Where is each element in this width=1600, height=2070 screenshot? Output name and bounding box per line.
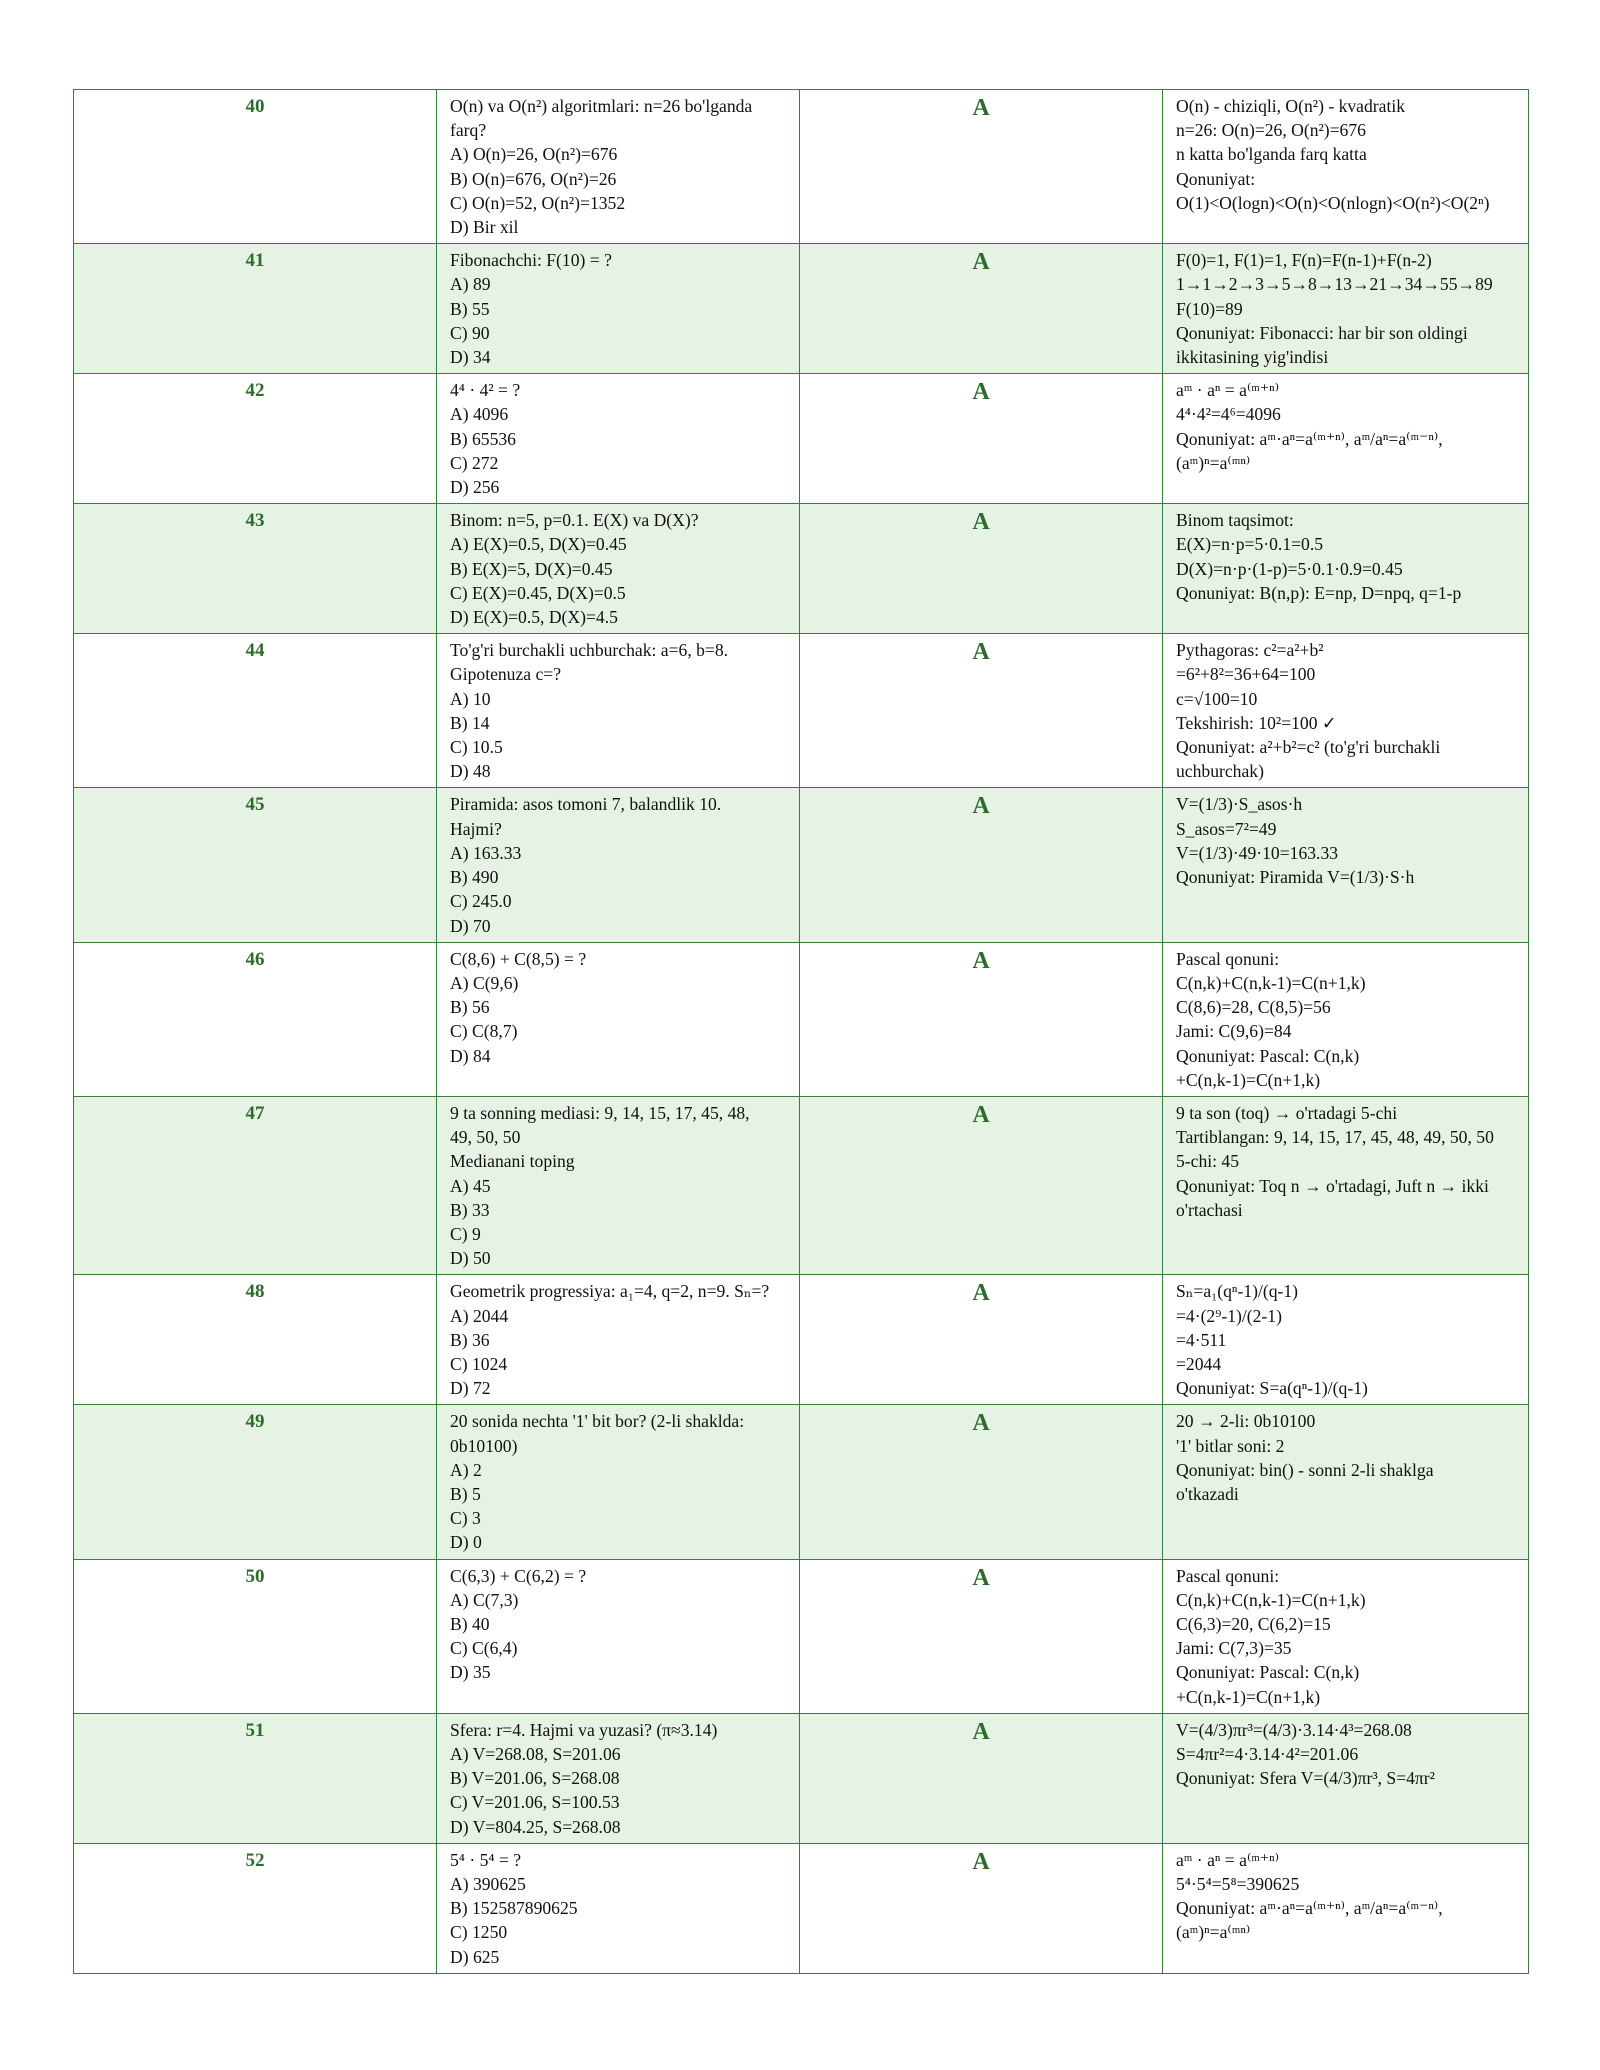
question-number: 52 xyxy=(74,1843,437,1973)
explanation-line: Jami: C(9,6)=84 xyxy=(1176,1021,1292,1042)
question-row xyxy=(74,374,1529,504)
explanation-line: D(X)=n·p·(1-p)=5·0.1·0.9=0.45 xyxy=(1176,558,1403,579)
answer-option: D) 34 xyxy=(450,347,491,368)
explanation-line: E(X)=n·p=5·0.1=0.5 xyxy=(1176,534,1324,555)
correct-answer: A xyxy=(800,1559,1163,1713)
question-cell xyxy=(437,90,800,244)
answer-option: C) E(X)=0.45, D(X)=0.5 xyxy=(450,582,626,603)
question-text: Medianani toping xyxy=(450,1151,575,1172)
explanation-line: Tartiblangan: 9, 14, 15, 17, 45, 48, 49, 50, 50 xyxy=(1176,1127,1494,1148)
question-number: 49 xyxy=(74,1405,437,1559)
answer-option: A) 2 xyxy=(450,1459,482,1480)
question-number: 40 xyxy=(74,90,437,244)
question-text: C(6,3) + C(6,2) = ? xyxy=(450,1565,587,1586)
explanation-line: ikkitasining yig'indisi xyxy=(1176,347,1329,368)
answer-option: B) O(n)=676, O(n²)=26 xyxy=(450,168,617,189)
question-row xyxy=(74,1713,1529,1843)
explanation-line: C(n,k)+C(n,k-1)=C(n+1,k) xyxy=(1176,1589,1366,1610)
answer-option: C) 1024 xyxy=(450,1353,508,1374)
question-text: 4⁴ · 4² = ? xyxy=(450,380,521,401)
explanation-line: V=(4/3)πr³=(4/3)·3.14·4³=268.08 xyxy=(1176,1719,1412,1740)
question-text: C(8,6) + C(8,5) = ? xyxy=(450,948,587,969)
explanation-line: Tekshirish: 10²=100 ✓ xyxy=(1176,712,1337,733)
explanation-cell xyxy=(1163,1275,1529,1405)
answer-option: A) 390625 xyxy=(450,1874,526,1895)
question-text: 0b10100) xyxy=(450,1435,518,1456)
explanation-line: o'rtachasi xyxy=(1176,1199,1243,1220)
question-cell xyxy=(437,1275,800,1405)
answer-option: C) 3 xyxy=(450,1508,481,1529)
explanation-line: V=(1/3)·49·10=163.33 xyxy=(1176,842,1339,863)
answer-option: A) V=268.08, S=201.06 xyxy=(450,1744,621,1764)
explanation-line: 1→1→2→3→5→8→13→21→34→55→89 xyxy=(1176,274,1493,295)
question-row xyxy=(74,1559,1529,1713)
question-row xyxy=(74,504,1529,634)
answer-option: B) 5 xyxy=(450,1483,481,1504)
question-text: 5⁴ · 5⁴ = ? xyxy=(450,1849,522,1870)
explanation-line: S=4πr²=4·3.14·4²=201.06 xyxy=(1176,1744,1359,1764)
answer-option: A) 2044 xyxy=(450,1305,509,1326)
answer-option: B) E(X)=5, D(X)=0.45 xyxy=(450,558,613,579)
explanation-line: Qonuniyat: B(n,p): E=np, D=npq, q=1-p xyxy=(1176,582,1462,603)
question-row xyxy=(74,90,1529,244)
explanation-line: Sₙ=a₁(qⁿ-1)/(q-1) xyxy=(1176,1281,1299,1302)
answer-option: D) 70 xyxy=(450,915,491,936)
question-text: O(n) va O(n²) algoritmlari: n=26 bo'lganda xyxy=(450,96,753,116)
answer-option: B) V=201.06, S=268.08 xyxy=(450,1768,620,1789)
explanation-line: Qonuniyat: Sfera V=(4/3)πr³, S=4πr² xyxy=(1176,1768,1435,1789)
question-cell xyxy=(437,1559,800,1713)
question-text: 49, 50, 50 xyxy=(450,1127,521,1148)
answer-option: C) 9 xyxy=(450,1223,481,1244)
answer-option: D) 625 xyxy=(450,1946,500,1967)
explanation-line: Qonuniyat: aᵐ·aⁿ=a⁽ᵐ⁺ⁿ⁾, aᵐ/aⁿ=a⁽ᵐ⁻ⁿ⁾, xyxy=(1176,428,1443,449)
explanation-cell xyxy=(1163,1096,1529,1274)
explanation-line: V=(1/3)·S_asos·h xyxy=(1176,794,1303,815)
question-text: Hajmi? xyxy=(450,818,502,839)
question-text: Gipotenuza c=? xyxy=(450,664,562,685)
question-cell xyxy=(437,788,800,942)
correct-answer: A xyxy=(800,1713,1163,1843)
question-cell xyxy=(437,374,800,504)
explanation-line: Qonuniyat: a²+b²=c² (to'g'ri burchakli xyxy=(1176,737,1441,758)
explanation-line: Pythagoras: c²=a²+b² xyxy=(1176,640,1324,661)
question-cell xyxy=(437,244,800,374)
explanation-line: c=√100=10 xyxy=(1176,688,1258,709)
explanation-line: +C(n,k-1)=C(n+1,k) xyxy=(1176,1686,1321,1707)
question-text: Geometrik progressiya: a₁=4, q=2, n=9. Sₙ=? xyxy=(450,1281,770,1302)
answer-table xyxy=(73,89,1529,1974)
question-number: 46 xyxy=(74,942,437,1096)
answer-option: A) C(9,6) xyxy=(450,972,519,993)
answer-option: B) 14 xyxy=(450,712,490,733)
answer-option: B) 490 xyxy=(450,867,499,888)
explanation-line: o'tkazadi xyxy=(1176,1483,1239,1504)
explanation-line: 5⁴·5⁴=5⁸=390625 xyxy=(1176,1874,1300,1895)
question-cell xyxy=(437,504,800,634)
explanation-line: (aᵐ)ⁿ=a⁽ᵐⁿ⁾ xyxy=(1176,1922,1251,1943)
question-cell xyxy=(437,942,800,1096)
explanation-line: Qonuniyat: Fibonacci: har bir son oldingi xyxy=(1176,322,1468,343)
question-text: Binom: n=5, p=0.1. E(X) va D(X)? xyxy=(450,510,699,531)
answer-option: D) 84 xyxy=(450,1045,491,1066)
answer-option: A) E(X)=0.5, D(X)=0.45 xyxy=(450,534,627,555)
explanation-cell xyxy=(1163,1843,1529,1973)
question-cell xyxy=(437,1713,800,1843)
answer-option: D) 72 xyxy=(450,1378,491,1399)
explanation-line: Qonuniyat: S=a(qⁿ-1)/(q-1) xyxy=(1176,1378,1368,1399)
explanation-line: 9 ta son (toq) → o'rtadagi 5-chi xyxy=(1176,1102,1398,1123)
explanation-line: S_asos=7²=49 xyxy=(1176,818,1277,839)
explanation-line: =4·(2⁹-1)/(2-1) xyxy=(1176,1305,1282,1326)
question-cell xyxy=(437,1096,800,1274)
question-row xyxy=(74,244,1529,374)
explanation-line: Binom taqsimot: xyxy=(1176,510,1294,531)
question-text: Sfera: r=4. Hajmi va yuzasi? (π≈3.14) xyxy=(450,1719,718,1740)
explanation-cell xyxy=(1163,1405,1529,1559)
explanation-line: F(0)=1, F(1)=1, F(n)=F(n-1)+F(n-2) xyxy=(1176,250,1432,271)
correct-answer: A xyxy=(800,90,1163,244)
question-row xyxy=(74,788,1529,942)
correct-answer: A xyxy=(800,374,1163,504)
answer-option: B) 33 xyxy=(450,1199,490,1220)
explanation-line: (aᵐ)ⁿ=a⁽ᵐⁿ⁾ xyxy=(1176,452,1251,473)
explanation-line: F(10)=89 xyxy=(1176,298,1243,319)
answer-option: B) 56 xyxy=(450,997,490,1018)
explanation-line: Jami: C(7,3)=35 xyxy=(1176,1638,1292,1659)
explanation-line: Qonuniyat: Toq n → o'rtadagi, Juft n → ikki xyxy=(1176,1175,1489,1196)
explanation-line: Qonuniyat: Pascal: C(n,k) xyxy=(1176,1662,1360,1683)
answer-option: C) 272 xyxy=(450,452,499,473)
explanation-line: =4·511 xyxy=(1176,1329,1227,1350)
answer-option: B) 65536 xyxy=(450,428,516,449)
answer-option: C) C(6,4) xyxy=(450,1638,518,1659)
correct-answer: A xyxy=(800,244,1163,374)
answer-option: C) 10.5 xyxy=(450,737,503,758)
explanation-line: Qonuniyat: aᵐ·aⁿ=a⁽ᵐ⁺ⁿ⁾, aᵐ/aⁿ=a⁽ᵐ⁻ⁿ⁾, xyxy=(1176,1898,1443,1919)
answer-option: D) 35 xyxy=(450,1662,491,1683)
answer-option: B) 55 xyxy=(450,298,490,319)
correct-answer: A xyxy=(800,1405,1163,1559)
explanation-line: Qonuniyat: Pascal: C(n,k) xyxy=(1176,1045,1360,1066)
explanation-line: aᵐ · aⁿ = a⁽ᵐ⁺ⁿ⁾ xyxy=(1176,1849,1280,1870)
answer-option: A) 89 xyxy=(450,274,491,295)
question-number: 48 xyxy=(74,1275,437,1405)
answer-option: A) 4096 xyxy=(450,404,509,425)
answer-option: C) 245.0 xyxy=(450,891,512,912)
question-row xyxy=(74,1275,1529,1405)
explanation-line: n=26: O(n)=26, O(n²)=676 xyxy=(1176,120,1366,141)
correct-answer: A xyxy=(800,942,1163,1096)
question-number: 50 xyxy=(74,1559,437,1713)
answer-option: B) 36 xyxy=(450,1329,490,1350)
question-cell xyxy=(437,1843,800,1973)
question-text: 9 ta sonning mediasi: 9, 14, 15, 17, 45, 48, xyxy=(450,1102,750,1123)
question-row xyxy=(74,942,1529,1096)
explanation-cell xyxy=(1163,1559,1529,1713)
question-number: 45 xyxy=(74,788,437,942)
explanation-cell xyxy=(1163,504,1529,634)
answer-option: C) O(n)=52, O(n²)=1352 xyxy=(450,192,626,213)
question-number: 43 xyxy=(74,504,437,634)
explanation-line: Pascal qonuni: xyxy=(1176,948,1280,969)
question-number: 44 xyxy=(74,634,437,788)
explanation-line: +C(n,k-1)=C(n+1,k) xyxy=(1176,1069,1321,1090)
explanation-cell xyxy=(1163,90,1529,244)
answer-option: B) 152587890625 xyxy=(450,1898,578,1919)
question-text: 20 sonida nechta '1' bit bor? (2-li shaklda: xyxy=(450,1411,745,1432)
explanation-line: C(n,k)+C(n,k-1)=C(n+1,k) xyxy=(1176,972,1366,993)
explanation-line: '1' bitlar soni: 2 xyxy=(1176,1435,1285,1456)
question-row xyxy=(74,1096,1529,1274)
answer-table-body xyxy=(74,90,1529,1974)
explanation-cell xyxy=(1163,374,1529,504)
correct-answer: A xyxy=(800,788,1163,942)
answer-option: C) 90 xyxy=(450,322,490,343)
explanation-cell xyxy=(1163,244,1529,374)
answer-option: D) 48 xyxy=(450,761,491,782)
answer-option: A) 45 xyxy=(450,1175,491,1196)
explanation-line: 4⁴·4²=4⁶=4096 xyxy=(1176,404,1281,425)
explanation-cell xyxy=(1163,788,1529,942)
answer-option: D) 50 xyxy=(450,1248,491,1269)
answer-option: D) E(X)=0.5, D(X)=4.5 xyxy=(450,607,618,628)
question-number: 51 xyxy=(74,1713,437,1843)
answer-option: C) V=201.06, S=100.53 xyxy=(450,1792,620,1813)
question-text: farq? xyxy=(450,120,487,141)
explanation-line: n katta bo'lganda farq katta xyxy=(1176,144,1367,165)
correct-answer: A xyxy=(800,504,1163,634)
correct-answer: A xyxy=(800,1275,1163,1405)
explanation-line: Qonuniyat: bin() - sonni 2-li shaklga xyxy=(1176,1459,1434,1480)
question-row xyxy=(74,1843,1529,1973)
explanation-cell xyxy=(1163,1713,1529,1843)
answer-option: A) C(7,3) xyxy=(450,1589,519,1610)
answer-option: A) O(n)=26, O(n²)=676 xyxy=(450,144,618,165)
explanation-line: Pascal qonuni: xyxy=(1176,1565,1280,1586)
explanation-line: =2044 xyxy=(1176,1353,1222,1374)
question-cell xyxy=(437,1405,800,1559)
answer-option: D) 0 xyxy=(450,1532,482,1553)
question-row xyxy=(74,634,1529,788)
explanation-line: Qonuniyat: Piramida V=(1/3)·S·h xyxy=(1176,867,1415,888)
answer-option: D) Bir xil xyxy=(450,217,519,238)
question-text: To'g'ri burchakli uchburchak: a=6, b=8. xyxy=(450,640,729,661)
explanation-line: 5-chi: 45 xyxy=(1176,1151,1240,1172)
correct-answer: A xyxy=(800,1843,1163,1973)
question-text: Piramida: asos tomoni 7, balandlik 10. xyxy=(450,794,722,815)
answer-option: D) 256 xyxy=(450,477,500,498)
answer-option: D) V=804.25, S=268.08 xyxy=(450,1816,621,1837)
explanation-line: =6²+8²=36+64=100 xyxy=(1176,664,1316,685)
answer-option: B) 40 xyxy=(450,1613,490,1634)
explanation-line: uchburchak) xyxy=(1176,761,1264,782)
explanation-line: 20 → 2-li: 0b10100 xyxy=(1176,1411,1316,1432)
explanation-line: Qonuniyat: xyxy=(1176,168,1256,189)
explanation-line: aᵐ · aⁿ = a⁽ᵐ⁺ⁿ⁾ xyxy=(1176,380,1280,401)
explanation-line: O(n) - chiziqli, O(n²) - kvadratik xyxy=(1176,96,1406,116)
explanation-cell xyxy=(1163,942,1529,1096)
explanation-line: O(1)<O(logn)<O(n)<O(nlogn)<O(n²)<O(2ⁿ) xyxy=(1176,192,1490,213)
correct-answer: A xyxy=(800,1096,1163,1274)
correct-answer: A xyxy=(800,634,1163,788)
question-number: 41 xyxy=(74,244,437,374)
question-cell xyxy=(437,634,800,788)
explanation-line: C(6,3)=20, C(6,2)=15 xyxy=(1176,1613,1331,1634)
answer-option: C) 1250 xyxy=(450,1922,508,1943)
question-text: Fibonachchi: F(10) = ? xyxy=(450,250,612,271)
question-row xyxy=(74,1405,1529,1559)
question-number: 42 xyxy=(74,374,437,504)
explanation-cell xyxy=(1163,634,1529,788)
answer-option: A) 163.33 xyxy=(450,842,522,863)
question-number: 47 xyxy=(74,1096,437,1274)
answer-option: A) 10 xyxy=(450,688,491,709)
explanation-line: C(8,6)=28, C(8,5)=56 xyxy=(1176,997,1331,1018)
answer-option: C) C(8,7) xyxy=(450,1021,518,1042)
